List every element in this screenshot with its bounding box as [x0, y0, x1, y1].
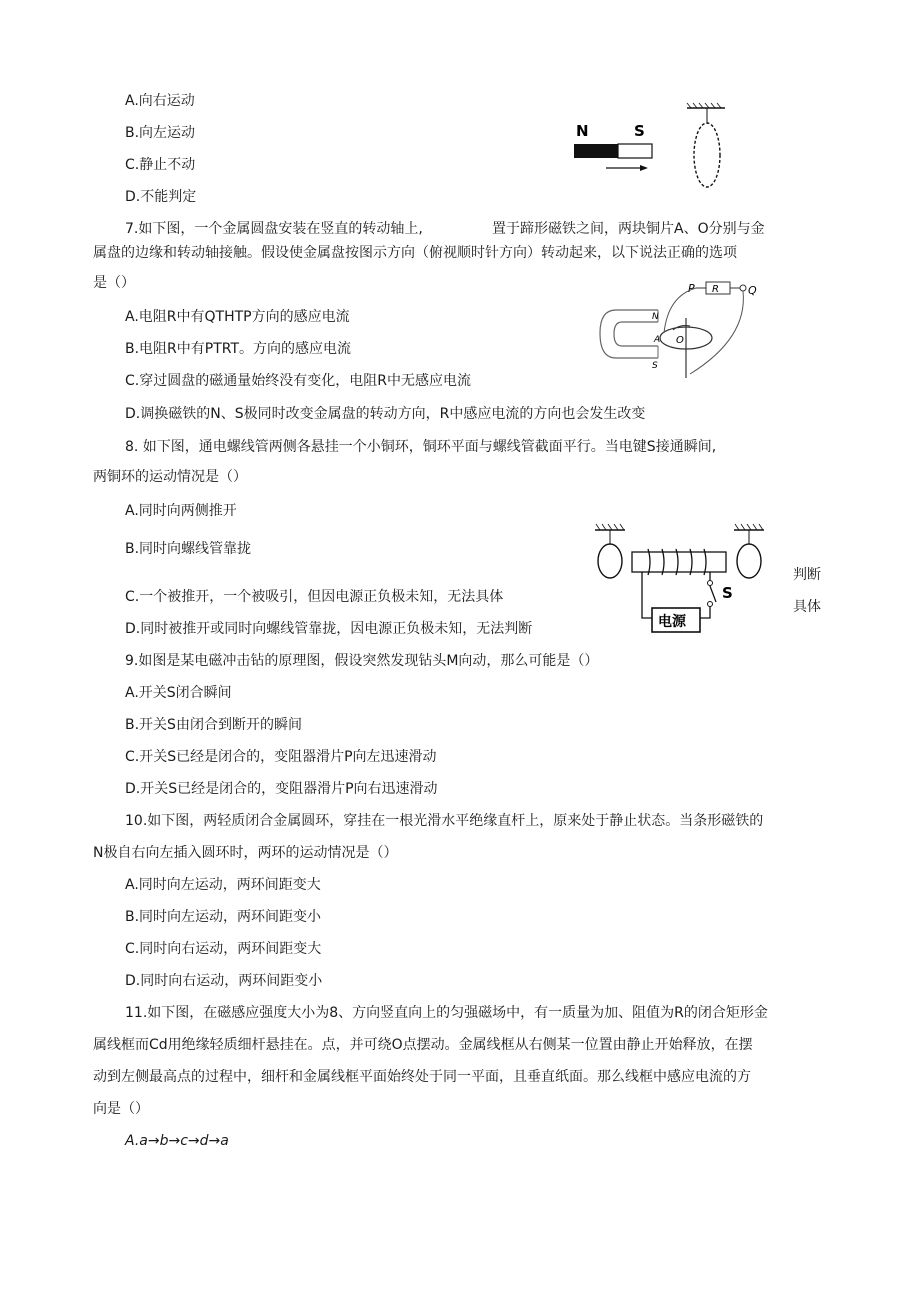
q7-option-c: C.穿过圆盘的磁通量始终没有变化，电阻R中无感应电流 — [125, 373, 471, 389]
q11-option-a: A.a→b→c→d→a — [125, 1133, 229, 1149]
q7-option-b: B.电阻R中有PTRT。方向的感应电流 — [125, 341, 352, 357]
power-supply-label: 电源 — [658, 614, 686, 630]
label-o: O — [676, 335, 684, 346]
magnet-n-label: N — [576, 122, 589, 140]
q6-figure-magnet-ring — [560, 100, 760, 195]
q9-option-b: B.开关S由闭合到断开的瞬间 — [125, 717, 302, 733]
q6-option-d: D.不能判定 — [125, 189, 197, 205]
wire-to-o — [690, 291, 743, 374]
q9-option-c: C.开关S已经是闭合的，变阻器滑片P向左迅速滑动 — [125, 749, 437, 765]
label-r: R — [712, 284, 719, 295]
q8-option-d-tail: 具体 — [793, 599, 821, 615]
q8-stem-line-1: 8. 如下图，通电螺线管两侧各悬挂一个小铜环，铜环平面与螺线管截面平行。当电键S接通瞬间, — [125, 439, 717, 455]
q8-option-b: B.同时向螺线管靠拢 — [125, 541, 252, 557]
q7-figure-disk-generator — [598, 278, 758, 388]
label-s-pole: S — [652, 361, 658, 371]
q9-option-a: A.开关S闭合瞬间 — [125, 685, 232, 701]
switch-s — [710, 586, 716, 602]
q8-option-c: C.一个被推开，一个被吸引，但因电源正负极未知，无法具体 — [125, 589, 504, 605]
q7-stem-line-1a: 7.如下图，一个金属圆盘安装在竖直的转动轴上, — [125, 221, 423, 237]
q7-stem-line-1b: 置于蹄形磁铁之间，两块铜片A、O分别与金 — [492, 221, 765, 237]
magnet-s-label: S — [634, 122, 645, 140]
magnet-s-half — [618, 144, 652, 158]
q7-stem-line-2: 属盘的边缘和转动轴接触。假设使金属盘按图示方向（俯视顺时针方向）转动起来，以下说法正确的选项 — [93, 245, 737, 261]
label-q: Q — [748, 284, 757, 297]
q11-stem-line-2: 属线框而Cd用绝缘轻质细杆悬挂在。点，并可绕O点摆动。金属线框从右侧某一位置由静止开始释放，在摆 — [93, 1037, 753, 1053]
hanging-ring — [694, 123, 720, 187]
q10-option-b: B.同时向左运动，两环间距变小 — [125, 909, 322, 925]
label-a: A — [654, 335, 661, 345]
q8-figure-solenoid — [590, 522, 780, 644]
left-copper-ring — [598, 544, 622, 578]
q11-stem-line-1: 11.如下图，在磁感应强度大小为8、方向竖直向上的匀强磁场中，有一质量为加、阻值为R的闭合矩形金 — [125, 1005, 768, 1021]
q7-stem-line-3: 是（） — [93, 275, 135, 291]
q10-option-c: C.同时向右运动，两环间距变大 — [125, 941, 322, 957]
right-copper-ring — [737, 544, 761, 578]
solenoid-core — [632, 552, 726, 572]
q6-option-c: C.静止不动 — [125, 157, 196, 173]
horseshoe-magnet-inner — [614, 322, 661, 346]
q11-stem-line-4: 向是（） — [93, 1101, 149, 1117]
q10-stem-line-1: 10.如下图，两轻质闭合金属圆环，穿挂在一根光滑水平绝缘直杆上，原来处于静止状态。当条形磁铁的 — [125, 813, 764, 829]
q9-option-d: D.开关S已经是闭合的，变阻器滑片P向右迅速滑动 — [125, 781, 438, 797]
q6-option-a: A.向右运动 — [125, 93, 195, 109]
label-n-pole: N — [652, 312, 659, 322]
horseshoe-magnet-outer — [600, 310, 661, 358]
q7-option-d: D.调换磁铁的N、S极同时改变金属盘的转动方向，R中感应电流的方向也会发生改变 — [125, 406, 646, 422]
q10-stem-line-2: N极自右向左插入圆环时，两环的运动情况是（） — [93, 845, 398, 861]
label-p: P — [688, 282, 695, 295]
switch-label: S — [722, 584, 733, 602]
q10-option-d: D.同时向右运动，两环间距变小 — [125, 973, 323, 989]
q9-stem: 9.如图是某电磁冲击钻的原理图，假设突然发现钻头M向动，那么可能是（） — [125, 653, 599, 669]
q6-option-b: B.向左运动 — [125, 125, 196, 141]
arrow-head-icon — [640, 165, 648, 171]
q10-option-a: A.同时向左运动，两环间距变大 — [125, 877, 321, 893]
q7-option-a: A.电阻R中有QTHTP方向的感应电流 — [125, 309, 350, 325]
solenoid-coil — [648, 549, 706, 575]
q8-option-a: A.同时向两侧推开 — [125, 503, 237, 519]
q8-option-d: D.同时被推开或同时向螺线管靠拢，因电源正负极未知，无法判断 — [125, 621, 533, 637]
q8-stem-line-2: 两铜环的运动情况是（） — [93, 469, 247, 485]
magnet-n-half — [574, 144, 618, 158]
q11-stem-line-3: 动到左侧最高点的过程中，细杆和金属线框平面始终处于同一平面，且垂直纸面。那么线框中感应电流的方 — [93, 1069, 751, 1085]
q8-option-c-tail: 判断 — [793, 567, 821, 583]
wire-left — [642, 572, 652, 618]
